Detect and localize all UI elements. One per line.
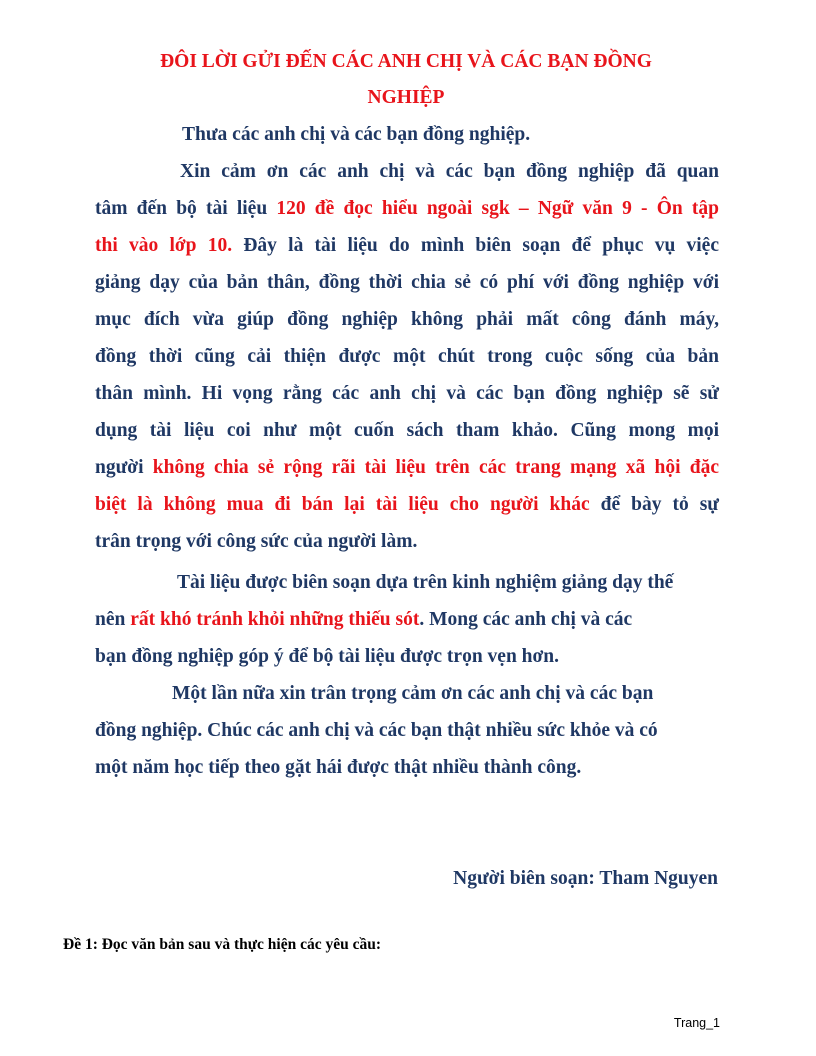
- paragraph-1: [95, 153, 719, 560]
- p1-line-8: dụng tài liệu coi như một cuốn sách tham khảo. Cũng mong mọi: [95, 420, 719, 441]
- shortcomings-highlight: rất khó tránh khỏi những thiếu sót: [130, 609, 420, 630]
- p1-line-10: biệt là không mua đi bán lại tài liệu cho người khác để bày tỏ sự: [95, 494, 719, 515]
- page-number: Trang_1: [673, 1016, 720, 1030]
- greeting-paragraph: [182, 116, 530, 153]
- p2-line-3: bạn đồng nghiệp góp ý để bộ tài liệu được trọn vẹn hơn.: [95, 646, 560, 667]
- p3-line-2: đồng nghiệp. Chúc các anh chị và các bạn thật nhiều sức khỏe và có: [95, 720, 658, 741]
- paragraph-3: [95, 675, 719, 786]
- p1-line-4: giảng dạy của bản thân, đồng thời chia sẻ có phí với đồng nghiệp với: [95, 272, 719, 293]
- greeting-text: Thưa các anh chị và các bạn đồng nghiệp.: [182, 124, 531, 145]
- author-signature: Người biên soạn: Tham Nguyen: [453, 868, 718, 889]
- p1-line-9: người không chia sẻ rộng rãi tài liệu trên các trang mạng xã hội đặc: [95, 457, 720, 478]
- paragraph-2: [95, 564, 719, 675]
- title-line-1: ĐÔI LỜI GỬI ĐẾN CÁC ANH CHỊ VÀ CÁC BẠN ĐỒNG: [160, 51, 652, 72]
- p2-line-2: nên rất khó tránh khỏi những thiếu sót. Mong các anh chị và các: [95, 609, 633, 630]
- book-title-highlight-end: thi vào lớp 10.: [95, 235, 233, 256]
- book-title-highlight: 120 đề đọc hiểu ngoài sgk – Ngữ văn 9 - Ôn tập: [276, 198, 719, 219]
- p1-line-5: mục đích vừa giúp đồng nghiệp không phải mất công đánh máy,: [95, 309, 719, 330]
- p2-line-1: Tài liệu được biên soạn dựa trên kinh nghiệm giảng dạy thế: [177, 572, 674, 593]
- p3-line-1: Một lần nữa xin trân trọng cảm ơn các anh chị và các bạn: [172, 683, 654, 704]
- p1-line-11: trân trọng với công sức của người làm.: [95, 531, 418, 552]
- p1-line-2: tâm đến bộ tài liệu 120 đề đọc hiểu ngoài sgk – Ngữ văn 9 - Ôn tập: [95, 198, 719, 219]
- warning-highlight: không chia sẻ rộng rãi tài liệu trên các trang mạng xã hội đặc: [152, 457, 720, 478]
- p1-line-7: thân mình. Hi vọng rằng các anh chị và các bạn đồng nghiệp sẽ sử: [95, 383, 719, 404]
- p1-line-6: đồng thời cũng cải thiện được một chút trong cuộc sống của bản: [95, 346, 719, 367]
- p1-line-1: Xin cảm ơn các anh chị và các bạn đồng nghiệp đã quan: [180, 161, 719, 182]
- exercise-heading: Đề 1: Đọc văn bản sau và thực hiện các yêu cầu:: [63, 936, 382, 953]
- title-line-2: NGHIỆP: [367, 87, 445, 108]
- warning-highlight-end: biệt là không mua đi bán lại tài liệu cho người khác: [95, 494, 590, 515]
- p1-line-3: thi vào lớp 10. Đây là tài liệu do mình biên soạn để phục vụ việc: [95, 235, 719, 256]
- p3-line-3: một năm học tiếp theo gặt hái được thật nhiều thành công.: [95, 757, 582, 778]
- document-title: [95, 44, 717, 116]
